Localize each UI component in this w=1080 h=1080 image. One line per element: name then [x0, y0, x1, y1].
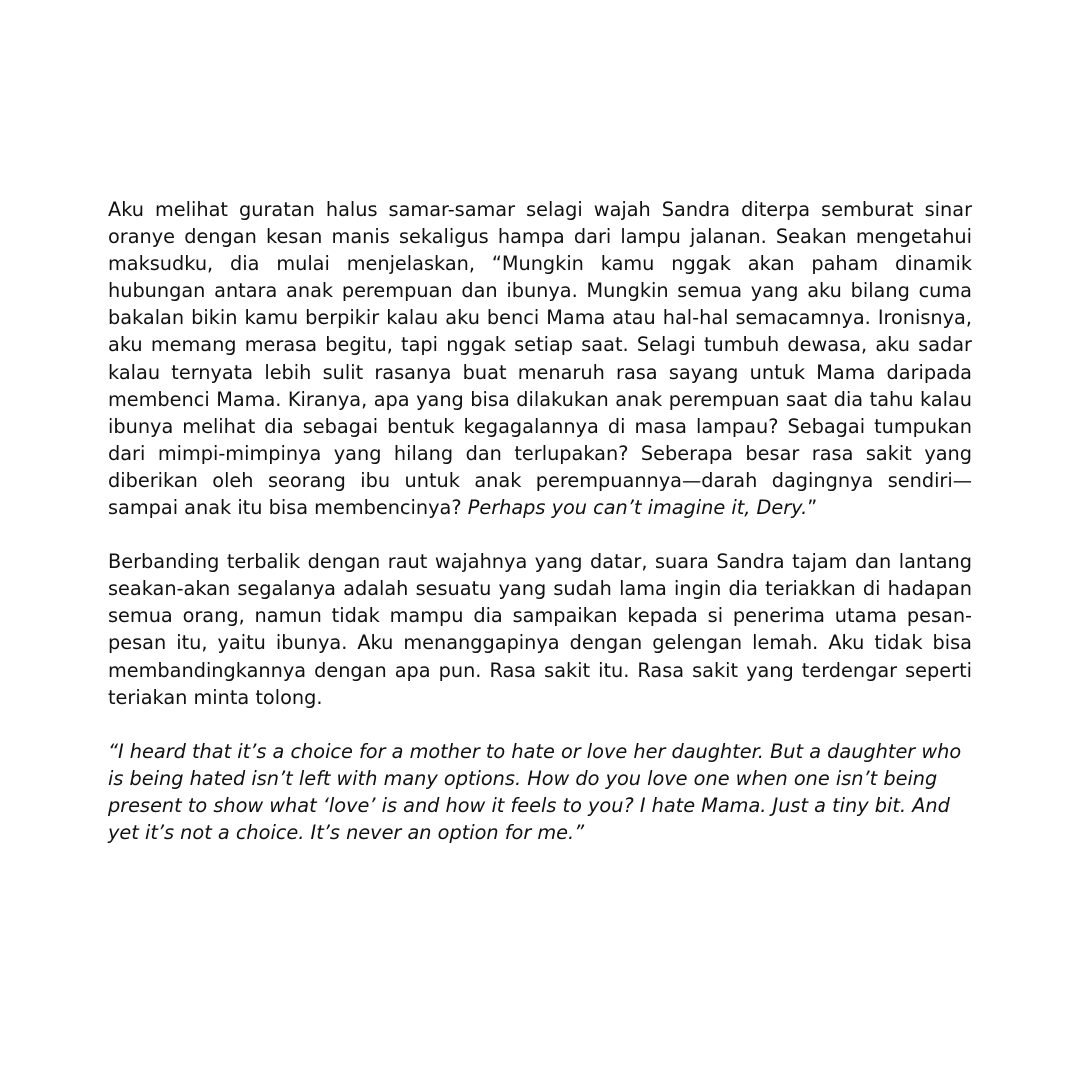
paragraph-2: Berbanding terbalik dengan raut wajahnya yang datar, suara Sandra tajam dan lantang seakan-akan segalanya adalah sesuatu yang sudah lama ingin dia teriakkan di hadapan semua orang, namun tidak mampu dia sampaikan kepada si penerima utama pesan-pesan itu, yaitu ibunya. Aku menanggapinya dengan gelengan lemah. Aku tidak bisa membandingkannya dengan apa pun. Rasa sakit itu. Rasa sakit yang terdengar seperti teriakan minta tolong.: [108, 550, 972, 709]
paragraph-1-text: Aku melihat guratan halus samar-samar selagi wajah Sandra diterpa semburat sinar oranye dengan kesan manis sekaligus hampa dari lampu jalanan. Seakan mengetahui maksudku, dia mulai menjelaskan, “Mungkin kamu nggak akan paham dinamik hubungan antara anak perempuan dan ibunya. Mungkin semua yang aku bilang cuma bakalan bikin kamu berpikir kalau aku benci Mama atau hal-hal semacamnya. Ironisnya, aku memang merasa begitu, tapi nggak setiap saat. Selagi tumbuh dewasa, aku sadar kalau ternyata lebih sulit rasanya buat menaruh rasa sayang untuk Mama daripada membenci Mama. Kiranya, apa yang bisa dilakukan anak perempuan saat dia tahu kalau ibunya melihat dia sebagai bentuk kegagalannya di masa lampau? Sebagai tumpukan dari mimpi-mimpinya yang hilang dan terlupakan? Seberapa besar rasa sakit yang diberikan oleh seorang ibu untuk anak perempuannya—darah dagingnya sendiri—sampai anak itu bisa membencinya?: [108, 198, 972, 520]
paragraph-3-quote: “I heard that it’s a choice for a mother to hate or love her daughter. But a daughter who is being hated isn’t left with many options. How do you love one when one isn’t being present to show what ‘love’ is and how it feels to you? I hate Mama. Just a tiny bit. And yet it’s not a choice. It’s never an option for me.”: [108, 739, 962, 844]
document-body: [108, 196, 972, 846]
paragraph-1-closing-quote: ”: [807, 496, 818, 520]
paragraph-1: [108, 196, 972, 521]
paragraph-1-italic-phrase: Perhaps you can’t imagine it, Dery.: [467, 496, 808, 520]
